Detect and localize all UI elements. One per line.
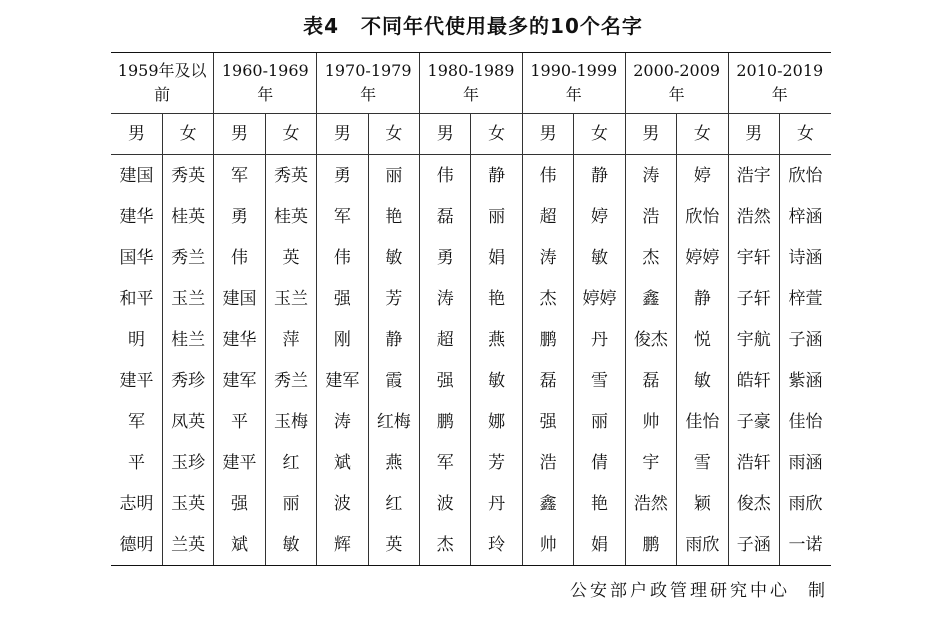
table-row <box>111 483 831 524</box>
female-name-cell: 诗涵 <box>779 237 831 278</box>
female-name-cell: 凤英 <box>162 401 213 442</box>
female-name-cell: 欣怡 <box>677 196 728 237</box>
male-name-cell: 磊 <box>625 360 676 401</box>
female-name-cell: 婷 <box>677 155 728 197</box>
male-name-cell: 德明 <box>111 524 162 566</box>
gender-male-label: 男 <box>317 114 368 155</box>
female-name-cell: 丽 <box>574 401 625 442</box>
female-name-cell: 子涵 <box>779 319 831 360</box>
male-name-cell: 超 <box>522 196 573 237</box>
male-name-cell: 宇 <box>625 442 676 483</box>
female-name-cell: 梓萱 <box>779 278 831 319</box>
male-name-cell: 建华 <box>119 206 154 227</box>
female-name-cell: 敏 <box>677 360 728 401</box>
decade-header: 1990-1999年 <box>522 53 625 114</box>
male-name-cell: 勇 <box>317 155 368 197</box>
male-name-cell: 宇航 <box>728 319 779 360</box>
female-name-cell: 婷 <box>574 196 625 237</box>
male-name-cell: 浩然 <box>728 196 779 237</box>
male-name-cell: 浩轩 <box>728 442 779 483</box>
male-name-cell: 宇轩 <box>728 237 779 278</box>
source-organization: 公安部户政管理研究中心 <box>570 581 790 601</box>
male-name-cell: 子轩 <box>728 278 779 319</box>
female-name-cell: 萍 <box>265 319 316 360</box>
gender-female-label: 女 <box>677 114 728 155</box>
female-name-cell: 燕 <box>471 319 522 360</box>
table-title-text: 不同年代使用最多的10个名字 <box>361 14 643 38</box>
male-name-cell: 鹏 <box>420 401 471 442</box>
female-name-cell: 敏 <box>368 237 419 278</box>
female-name-cell: 雨欣 <box>677 524 728 566</box>
male-name-cell: 斌 <box>214 524 265 566</box>
female-name-cell: 丹 <box>471 483 522 524</box>
male-name-cell: 皓轩 <box>728 360 779 401</box>
female-name-cell: 英 <box>368 524 419 566</box>
male-name-cell: 建平 <box>214 442 265 483</box>
female-name-cell: 英 <box>265 237 316 278</box>
male-name-cell: 辉 <box>317 524 368 566</box>
decade-header-row <box>111 53 831 114</box>
female-name-cell: 敏 <box>574 237 625 278</box>
female-name-cell: 紫涵 <box>779 360 831 401</box>
female-name-cell: 芳 <box>368 278 419 319</box>
male-name-cell: 强 <box>214 483 265 524</box>
gender-male-label: 男 <box>522 114 573 155</box>
names-table-body <box>111 53 831 566</box>
female-name-cell: 秀英 <box>265 155 316 197</box>
male-name-cell: 建国 <box>119 165 154 186</box>
decade-header: 1960-1969年 <box>214 53 317 114</box>
male-name-cell: 杰 <box>522 278 573 319</box>
table-row <box>111 196 831 237</box>
male-name-cell: 伟 <box>522 155 573 197</box>
female-name-cell: 婷婷 <box>677 237 728 278</box>
names-table <box>111 52 831 566</box>
female-name-cell: 兰英 <box>162 524 213 566</box>
male-name-cell: 强 <box>317 278 368 319</box>
female-name-cell: 佳怡 <box>677 401 728 442</box>
decade-header: 1959年及以前 <box>111 53 214 114</box>
female-name-cell: 一诺 <box>779 524 831 566</box>
female-name-cell: 欣怡 <box>779 155 831 197</box>
male-name-cell: 鹏 <box>522 319 573 360</box>
male-name-cell: 军 <box>127 411 145 432</box>
female-name-cell: 艳 <box>574 483 625 524</box>
female-name-cell: 红 <box>265 442 316 483</box>
male-name-cell: 磊 <box>522 360 573 401</box>
table-title <box>0 10 946 39</box>
male-name-cell: 涛 <box>317 401 368 442</box>
female-name-cell: 艳 <box>368 196 419 237</box>
female-name-cell: 雨欣 <box>779 483 831 524</box>
table-row <box>111 401 831 442</box>
source-credit <box>570 576 828 601</box>
male-name-cell: 涛 <box>522 237 573 278</box>
gender-female-label: 女 <box>779 114 831 155</box>
female-name-cell: 玉梅 <box>265 401 316 442</box>
female-name-cell: 娟 <box>574 524 625 566</box>
male-name-cell: 国华 <box>119 247 154 268</box>
male-name-cell: 鑫 <box>625 278 676 319</box>
gender-male-label: 男 <box>728 114 779 155</box>
male-name-cell: 帅 <box>522 524 573 566</box>
female-name-cell: 静 <box>368 319 419 360</box>
table-row <box>111 442 831 483</box>
male-name-cell: 磊 <box>420 196 471 237</box>
female-name-cell: 玲 <box>471 524 522 566</box>
gender-female-label: 女 <box>574 114 625 155</box>
male-name-cell: 平 <box>214 401 265 442</box>
male-name-cell: 和平 <box>119 288 154 309</box>
male-name-cell: 志明 <box>119 493 154 514</box>
gender-female-label: 女 <box>265 114 316 155</box>
table-row <box>111 237 831 278</box>
male-name-cell: 强 <box>522 401 573 442</box>
female-name-cell: 桂英 <box>162 196 213 237</box>
male-name-cell: 建军 <box>317 360 368 401</box>
female-name-cell: 静 <box>574 155 625 197</box>
male-name-cell: 平 <box>127 452 145 473</box>
male-name-cell: 波 <box>420 483 471 524</box>
female-name-cell: 颖 <box>677 483 728 524</box>
male-name-cell: 刚 <box>317 319 368 360</box>
female-name-cell: 雪 <box>677 442 728 483</box>
female-name-cell: 敏 <box>265 524 316 566</box>
gender-male-label: 男 <box>625 114 676 155</box>
female-name-cell: 丽 <box>368 155 419 197</box>
male-name-cell: 帅 <box>625 401 676 442</box>
female-name-cell: 雪 <box>574 360 625 401</box>
female-name-cell: 丽 <box>471 196 522 237</box>
male-name-cell: 浩宇 <box>728 155 779 197</box>
male-name-cell: 浩 <box>625 196 676 237</box>
female-name-cell: 秀兰 <box>265 360 316 401</box>
male-name-cell: 勇 <box>420 237 471 278</box>
female-name-cell: 红梅 <box>368 401 419 442</box>
male-name-cell: 涛 <box>625 155 676 197</box>
male-name-cell: 涛 <box>420 278 471 319</box>
male-name-cell: 波 <box>317 483 368 524</box>
female-name-cell: 霞 <box>368 360 419 401</box>
male-name-cell: 子豪 <box>728 401 779 442</box>
gender-male-label: 男 <box>420 114 471 155</box>
male-name-cell: 子涵 <box>728 524 779 566</box>
male-name-cell: 军 <box>214 155 265 197</box>
gender-male-label: 男 <box>111 114 162 155</box>
male-name-cell: 建平 <box>119 370 154 391</box>
gender-male-label: 男 <box>214 114 265 155</box>
male-name-cell: 浩 <box>522 442 573 483</box>
male-name-cell: 建军 <box>214 360 265 401</box>
female-name-cell: 佳怡 <box>779 401 831 442</box>
female-name-cell: 敏 <box>471 360 522 401</box>
male-name-cell: 军 <box>420 442 471 483</box>
female-name-cell: 娜 <box>471 401 522 442</box>
male-name-cell: 浩然 <box>625 483 676 524</box>
female-name-cell: 悦 <box>677 319 728 360</box>
decade-header: 2010-2019年 <box>728 53 831 114</box>
female-name-cell: 玉英 <box>162 483 213 524</box>
table-row <box>111 360 831 401</box>
female-name-cell: 燕 <box>368 442 419 483</box>
male-name-cell: 建华 <box>214 319 265 360</box>
female-name-cell: 桂兰 <box>162 319 213 360</box>
male-name-cell: 斌 <box>317 442 368 483</box>
gender-header-row <box>111 114 831 155</box>
female-name-cell: 艳 <box>471 278 522 319</box>
female-name-cell: 丽 <box>265 483 316 524</box>
male-name-cell: 鹏 <box>625 524 676 566</box>
female-name-cell: 丹 <box>574 319 625 360</box>
gender-female-label: 女 <box>368 114 419 155</box>
male-name-cell: 军 <box>317 196 368 237</box>
source-made-label: 制 <box>808 581 828 601</box>
female-name-cell: 秀珍 <box>162 360 213 401</box>
male-name-cell: 俊杰 <box>728 483 779 524</box>
female-name-cell: 娟 <box>471 237 522 278</box>
table-row <box>111 524 831 566</box>
male-name-cell: 杰 <box>625 237 676 278</box>
male-name-cell: 伟 <box>214 237 265 278</box>
male-name-cell: 明 <box>127 329 145 350</box>
decade-header: 2000-2009年 <box>625 53 728 114</box>
female-name-cell: 芳 <box>471 442 522 483</box>
female-name-cell: 静 <box>471 155 522 197</box>
table-row <box>111 278 831 319</box>
female-name-cell: 婷婷 <box>574 278 625 319</box>
gender-female-label: 女 <box>162 114 213 155</box>
female-name-cell: 秀英 <box>162 155 213 197</box>
female-name-cell: 玉珍 <box>162 442 213 483</box>
male-name-cell: 俊杰 <box>625 319 676 360</box>
male-name-cell: 强 <box>420 360 471 401</box>
table-row <box>111 155 831 197</box>
male-name-cell: 勇 <box>214 196 265 237</box>
female-name-cell: 静 <box>677 278 728 319</box>
table-number: 表4 <box>303 14 340 38</box>
female-name-cell: 玉兰 <box>265 278 316 319</box>
male-name-cell: 杰 <box>420 524 471 566</box>
male-name-cell: 鑫 <box>522 483 573 524</box>
female-name-cell: 玉兰 <box>162 278 213 319</box>
gender-female-label: 女 <box>471 114 522 155</box>
table-row <box>111 319 831 360</box>
decade-header: 1970-1979年 <box>317 53 420 114</box>
female-name-cell: 桂英 <box>265 196 316 237</box>
male-name-cell: 伟 <box>420 155 471 197</box>
female-name-cell: 秀兰 <box>162 237 213 278</box>
male-name-cell: 超 <box>420 319 471 360</box>
male-name-cell: 伟 <box>317 237 368 278</box>
decade-header: 1980-1989年 <box>420 53 523 114</box>
male-name-cell: 建国 <box>214 278 265 319</box>
female-name-cell: 红 <box>368 483 419 524</box>
female-name-cell: 倩 <box>574 442 625 483</box>
female-name-cell: 梓涵 <box>779 196 831 237</box>
female-name-cell: 雨涵 <box>779 442 831 483</box>
